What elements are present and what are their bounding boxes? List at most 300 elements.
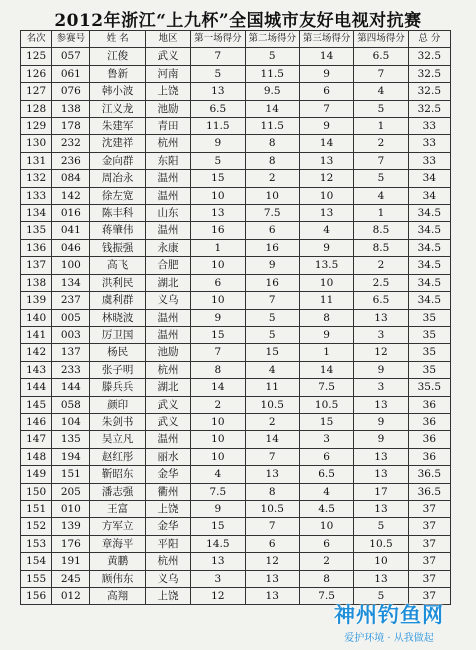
table-body: [21, 48, 451, 605]
total-score-cell: 37: [408, 500, 450, 517]
table-row: [21, 361, 451, 378]
table-row: [21, 48, 451, 65]
page-title: 2012年浙江“上九杯”全国城市友好电视对抗赛: [54, 11, 422, 31]
round1-score-cell: 9: [191, 500, 245, 517]
table-row: [21, 396, 451, 413]
round3-score-cell: 9: [299, 118, 353, 135]
entry-number-cell: 058: [52, 396, 90, 413]
round4-score-cell: 7: [354, 152, 408, 169]
round3-score-cell: 10: [299, 518, 353, 535]
round1-score-cell: 16: [191, 222, 245, 239]
region-cell: 山东: [145, 205, 190, 222]
round4-score-cell: 10.5: [354, 535, 408, 552]
entry-number-cell: 005: [52, 309, 90, 326]
entry-number-cell: 010: [52, 500, 90, 517]
round4-score-cell: 2: [354, 257, 408, 274]
table-row: [21, 379, 451, 396]
name-cell: 鲁新: [90, 65, 145, 82]
rank-cell: 147: [21, 431, 52, 448]
round2-score-cell: 6: [245, 535, 299, 552]
round2-score-cell: 12: [245, 553, 299, 570]
rank-cell: 133: [21, 187, 52, 204]
round2-score-cell: 10.5: [245, 500, 299, 517]
region-cell: 合肥: [145, 257, 190, 274]
name-cell: 颜印: [90, 396, 145, 413]
rank-cell: 140: [21, 309, 52, 326]
total-score-cell: 36.5: [408, 483, 450, 500]
round2-score-cell: 11.5: [245, 118, 299, 135]
total-score-cell: 33: [408, 152, 450, 169]
table-row: [21, 257, 451, 274]
column-header: 姓 名: [90, 31, 145, 48]
rank-cell: 148: [21, 448, 52, 465]
round4-score-cell: 9: [354, 361, 408, 378]
total-score-cell: 36: [408, 448, 450, 465]
round4-score-cell: 7: [354, 65, 408, 82]
region-cell: 义乌: [145, 570, 190, 587]
round4-score-cell: 13: [354, 500, 408, 517]
table-row: [21, 274, 451, 291]
rank-cell: 130: [21, 135, 52, 152]
round3-score-cell: 7.5: [299, 588, 353, 605]
round1-score-cell: 8: [191, 361, 245, 378]
name-cell: 王富: [90, 500, 145, 517]
total-score-cell: 34.5: [408, 274, 450, 291]
round3-score-cell: 2: [299, 553, 353, 570]
round3-score-cell: 14: [299, 48, 353, 65]
round4-score-cell: 1: [354, 118, 408, 135]
table-row: [21, 535, 451, 552]
round1-score-cell: 5: [191, 152, 245, 169]
round1-score-cell: 6.5: [191, 100, 245, 117]
round4-score-cell: 5: [354, 100, 408, 117]
round3-score-cell: 1: [299, 344, 353, 361]
round1-score-cell: 10: [191, 292, 245, 309]
rank-cell: 137: [21, 257, 52, 274]
round3-score-cell: 11: [299, 292, 353, 309]
round1-score-cell: 10: [191, 448, 245, 465]
round1-score-cell: 6: [191, 274, 245, 291]
name-cell: 方军立: [90, 518, 145, 535]
region-cell: 永康: [145, 239, 190, 256]
rank-cell: 125: [21, 48, 52, 65]
total-score-cell: 36: [408, 396, 450, 413]
entry-number-cell: 236: [52, 152, 90, 169]
round4-score-cell: 1: [354, 205, 408, 222]
name-cell: 虞利群: [90, 292, 145, 309]
rank-cell: 144: [21, 379, 52, 396]
total-score-cell: 32.5: [408, 65, 450, 82]
table-row: [21, 222, 451, 239]
total-score-cell: 35: [408, 361, 450, 378]
region-cell: 温州: [145, 170, 190, 187]
round1-score-cell: 14: [191, 379, 245, 396]
rank-cell: 136: [21, 239, 52, 256]
round1-score-cell: 15: [191, 518, 245, 535]
round3-score-cell: 10.5: [299, 396, 353, 413]
rank-cell: 150: [21, 483, 52, 500]
round3-score-cell: 9: [299, 65, 353, 82]
round1-score-cell: 11.5: [191, 118, 245, 135]
name-cell: 金向群: [90, 152, 145, 169]
total-score-cell: 32.5: [408, 48, 450, 65]
round1-score-cell: 10: [191, 187, 245, 204]
table-row: [21, 118, 451, 135]
round2-score-cell: 11: [245, 379, 299, 396]
round4-score-cell: 3: [354, 379, 408, 396]
round2-score-cell: 7: [245, 292, 299, 309]
table-row: [21, 553, 451, 570]
round1-score-cell: 12: [191, 588, 245, 605]
region-cell: 上饶: [145, 588, 190, 605]
round1-score-cell: 9: [191, 309, 245, 326]
round2-score-cell: 13: [245, 466, 299, 483]
column-header: 地区: [145, 31, 190, 48]
rank-cell: 156: [21, 588, 52, 605]
name-cell: 朱剑书: [90, 413, 145, 430]
total-score-cell: 33: [408, 135, 450, 152]
region-cell: 义乌: [145, 292, 190, 309]
round2-score-cell: 9: [245, 257, 299, 274]
entry-number-cell: 139: [52, 518, 90, 535]
round3-score-cell: 10: [299, 274, 353, 291]
round3-score-cell: 6: [299, 448, 353, 465]
round2-score-cell: 5: [245, 48, 299, 65]
total-score-cell: 35: [408, 326, 450, 343]
column-header: 名次: [21, 31, 52, 48]
round4-score-cell: 4: [354, 187, 408, 204]
round4-score-cell: 4: [354, 83, 408, 100]
round2-score-cell: 8: [245, 135, 299, 152]
table-row: [21, 292, 451, 309]
round1-score-cell: 14.5: [191, 535, 245, 552]
name-cell: 高飞: [90, 257, 145, 274]
table-row: [21, 448, 451, 465]
total-score-cell: 37: [408, 570, 450, 587]
round3-score-cell: 8: [299, 309, 353, 326]
region-cell: 温州: [145, 431, 190, 448]
rank-cell: 127: [21, 83, 52, 100]
entry-number-cell: 137: [52, 344, 90, 361]
entry-number-cell: 012: [52, 588, 90, 605]
round1-score-cell: 1: [191, 239, 245, 256]
name-cell: 钱振强: [90, 239, 145, 256]
round3-score-cell: 6.5: [299, 466, 353, 483]
name-cell: 周冶永: [90, 170, 145, 187]
round4-score-cell: 2: [354, 135, 408, 152]
region-cell: 杭州: [145, 361, 190, 378]
name-cell: 蒋肇伟: [90, 222, 145, 239]
rank-cell: 155: [21, 570, 52, 587]
round2-score-cell: 14: [245, 100, 299, 117]
round3-score-cell: 3: [299, 431, 353, 448]
round2-score-cell: 16: [245, 239, 299, 256]
region-cell: 杭州: [145, 553, 190, 570]
round2-score-cell: 8: [245, 152, 299, 169]
total-score-cell: 35.5: [408, 379, 450, 396]
entry-number-cell: 057: [52, 48, 90, 65]
round1-score-cell: 15: [191, 170, 245, 187]
round3-score-cell: 14: [299, 135, 353, 152]
round2-score-cell: 13: [245, 570, 299, 587]
region-cell: 青田: [145, 118, 190, 135]
round4-score-cell: 9: [354, 431, 408, 448]
entry-number-cell: 142: [52, 187, 90, 204]
round1-score-cell: 2: [191, 396, 245, 413]
name-cell: 杨民: [90, 344, 145, 361]
round4-score-cell: 3: [354, 326, 408, 343]
round2-score-cell: 11.5: [245, 65, 299, 82]
round2-score-cell: 7: [245, 518, 299, 535]
round2-score-cell: 15: [245, 344, 299, 361]
rank-cell: 153: [21, 535, 52, 552]
name-cell: 韩小波: [90, 83, 145, 100]
round2-score-cell: 10: [245, 187, 299, 204]
round3-score-cell: 8: [299, 570, 353, 587]
table-row: [21, 500, 451, 517]
round4-score-cell: 5: [354, 518, 408, 535]
total-score-cell: 35: [408, 344, 450, 361]
entry-number-cell: 138: [52, 100, 90, 117]
round2-score-cell: 5: [245, 309, 299, 326]
rank-cell: 142: [21, 344, 52, 361]
results-table: [20, 30, 451, 605]
round4-score-cell: 17: [354, 483, 408, 500]
total-score-cell: 37: [408, 553, 450, 570]
entry-number-cell: 194: [52, 448, 90, 465]
total-score-cell: 37: [408, 588, 450, 605]
total-score-cell: 34.5: [408, 239, 450, 256]
name-cell: 黄鹏: [90, 553, 145, 570]
round1-score-cell: 7: [191, 48, 245, 65]
table-row: [21, 570, 451, 587]
name-cell: 章海平: [90, 535, 145, 552]
column-header: 第二场得分: [245, 31, 299, 48]
total-score-cell: 37: [408, 535, 450, 552]
table-row: [21, 100, 451, 117]
round3-score-cell: 14: [299, 361, 353, 378]
round1-score-cell: 10: [191, 257, 245, 274]
column-header: 第四场得分: [354, 31, 408, 48]
name-cell: 高翔: [90, 588, 145, 605]
total-score-cell: 37: [408, 518, 450, 535]
rank-cell: 138: [21, 274, 52, 291]
region-cell: 湖北: [145, 274, 190, 291]
total-score-cell: 34: [408, 170, 450, 187]
round2-score-cell: 6: [245, 222, 299, 239]
total-score-cell: 32.5: [408, 100, 450, 117]
entry-number-cell: 178: [52, 118, 90, 135]
entry-number-cell: 151: [52, 466, 90, 483]
rank-cell: 132: [21, 170, 52, 187]
column-header: 第三场得分: [299, 31, 353, 48]
region-cell: 温州: [145, 309, 190, 326]
round4-score-cell: 8.5: [354, 239, 408, 256]
total-score-cell: 34.5: [408, 222, 450, 239]
round1-score-cell: 7.5: [191, 483, 245, 500]
name-cell: 厉卫国: [90, 326, 145, 343]
column-header: 第一场得分: [191, 31, 245, 48]
total-score-cell: 33: [408, 118, 450, 135]
table-row: [21, 344, 451, 361]
region-cell: 武义: [145, 413, 190, 430]
table-row: [21, 483, 451, 500]
table-row: [21, 413, 451, 430]
round4-score-cell: 5: [354, 588, 408, 605]
region-cell: 温州: [145, 222, 190, 239]
entry-number-cell: 135: [52, 431, 90, 448]
round1-score-cell: 7: [191, 344, 245, 361]
name-cell: 吴立凡: [90, 431, 145, 448]
table-row: [21, 152, 451, 169]
round1-score-cell: 15: [191, 326, 245, 343]
round4-score-cell: 13: [354, 396, 408, 413]
round3-score-cell: 7.5: [299, 379, 353, 396]
region-cell: 衢州: [145, 483, 190, 500]
round1-score-cell: 3: [191, 570, 245, 587]
round4-score-cell: 10: [354, 553, 408, 570]
entry-number-cell: 046: [52, 239, 90, 256]
entry-number-cell: 233: [52, 361, 90, 378]
round3-score-cell: 13: [299, 152, 353, 169]
table-row: [21, 187, 451, 204]
table-row: [21, 326, 451, 343]
entry-number-cell: 144: [52, 379, 90, 396]
table-row: [21, 83, 451, 100]
round2-score-cell: 7.5: [245, 205, 299, 222]
region-cell: 金华: [145, 518, 190, 535]
total-score-cell: 32.5: [408, 83, 450, 100]
watermark-logo: [314, 599, 464, 644]
entry-number-cell: 176: [52, 535, 90, 552]
rank-cell: 126: [21, 65, 52, 82]
round2-score-cell: 5: [245, 326, 299, 343]
round4-score-cell: 6.5: [354, 48, 408, 65]
rank-cell: 128: [21, 100, 52, 117]
entry-number-cell: 100: [52, 257, 90, 274]
total-score-cell: 36: [408, 413, 450, 430]
round1-score-cell: 13: [191, 553, 245, 570]
region-cell: 东阳: [145, 152, 190, 169]
round4-score-cell: 5: [354, 170, 408, 187]
round3-score-cell: 6: [299, 83, 353, 100]
round3-score-cell: 6: [299, 535, 353, 552]
round2-score-cell: 16: [245, 274, 299, 291]
round3-score-cell: 7: [299, 100, 353, 117]
entry-number-cell: 134: [52, 274, 90, 291]
watermark-slogan: 爱护环境 · 从我做起: [344, 633, 434, 644]
round3-score-cell: 9: [299, 326, 353, 343]
entry-number-cell: 237: [52, 292, 90, 309]
region-cell: 丽水: [145, 448, 190, 465]
column-header: 参赛号: [52, 31, 90, 48]
rank-cell: 151: [21, 500, 52, 517]
name-cell: 江俊: [90, 48, 145, 65]
table-row: [21, 135, 451, 152]
name-cell: 洪利民: [90, 274, 145, 291]
round3-score-cell: 12: [299, 170, 353, 187]
round2-score-cell: 13: [245, 588, 299, 605]
round4-score-cell: 6.5: [354, 292, 408, 309]
region-cell: 平阳: [145, 535, 190, 552]
round3-score-cell: 10: [299, 187, 353, 204]
rank-cell: 143: [21, 361, 52, 378]
rank-cell: 141: [21, 326, 52, 343]
round2-score-cell: 10.5: [245, 396, 299, 413]
round4-score-cell: 12: [354, 344, 408, 361]
round4-score-cell: 8.5: [354, 222, 408, 239]
round2-score-cell: 2: [245, 170, 299, 187]
total-score-cell: 35: [408, 309, 450, 326]
round4-score-cell: 13: [354, 570, 408, 587]
total-score-cell: 36.5: [408, 466, 450, 483]
rank-cell: 135: [21, 222, 52, 239]
entry-number-cell: 232: [52, 135, 90, 152]
round3-score-cell: 4: [299, 483, 353, 500]
total-score-cell: 36: [408, 431, 450, 448]
round1-score-cell: 9: [191, 135, 245, 152]
region-cell: 武义: [145, 48, 190, 65]
round1-score-cell: 10: [191, 413, 245, 430]
name-cell: 张子明: [90, 361, 145, 378]
region-cell: 武义: [145, 396, 190, 413]
round3-score-cell: 4.5: [299, 500, 353, 517]
table-row: [21, 65, 451, 82]
name-cell: 潘志强: [90, 483, 145, 500]
total-score-cell: 34: [408, 187, 450, 204]
rank-cell: 145: [21, 396, 52, 413]
rank-cell: 134: [21, 205, 52, 222]
round1-score-cell: 13: [191, 83, 245, 100]
rank-cell: 131: [21, 152, 52, 169]
watermark-text: 神州钓鱼网: [334, 603, 444, 627]
name-cell: 徐左宽: [90, 187, 145, 204]
name-cell: 林晓波: [90, 309, 145, 326]
rank-cell: 139: [21, 292, 52, 309]
column-header: 总 分: [408, 31, 450, 48]
rank-cell: 149: [21, 466, 52, 483]
entry-number-cell: 061: [52, 65, 90, 82]
table-row: [21, 518, 451, 535]
region-cell: 上饶: [145, 83, 190, 100]
entry-number-cell: 191: [52, 553, 90, 570]
name-cell: 滕兵兵: [90, 379, 145, 396]
entry-number-cell: 041: [52, 222, 90, 239]
total-score-cell: 34.5: [408, 257, 450, 274]
total-score-cell: 34.5: [408, 292, 450, 309]
total-score-cell: 34.5: [408, 205, 450, 222]
region-cell: 杭州: [145, 135, 190, 152]
table-row: [21, 309, 451, 326]
rank-cell: 129: [21, 118, 52, 135]
table-row: [21, 205, 451, 222]
round2-score-cell: 9.5: [245, 83, 299, 100]
rank-cell: 146: [21, 413, 52, 430]
round3-score-cell: 9: [299, 239, 353, 256]
entry-number-cell: 003: [52, 326, 90, 343]
region-cell: 上饶: [145, 500, 190, 517]
table-header-row: [21, 31, 451, 48]
region-cell: 金华: [145, 466, 190, 483]
round4-score-cell: 13: [354, 448, 408, 465]
entry-number-cell: 205: [52, 483, 90, 500]
round4-score-cell: 2.5: [354, 274, 408, 291]
entry-number-cell: 104: [52, 413, 90, 430]
rank-cell: 152: [21, 518, 52, 535]
name-cell: 顾伟东: [90, 570, 145, 587]
round3-score-cell: 13: [299, 205, 353, 222]
name-cell: 陈丰科: [90, 205, 145, 222]
